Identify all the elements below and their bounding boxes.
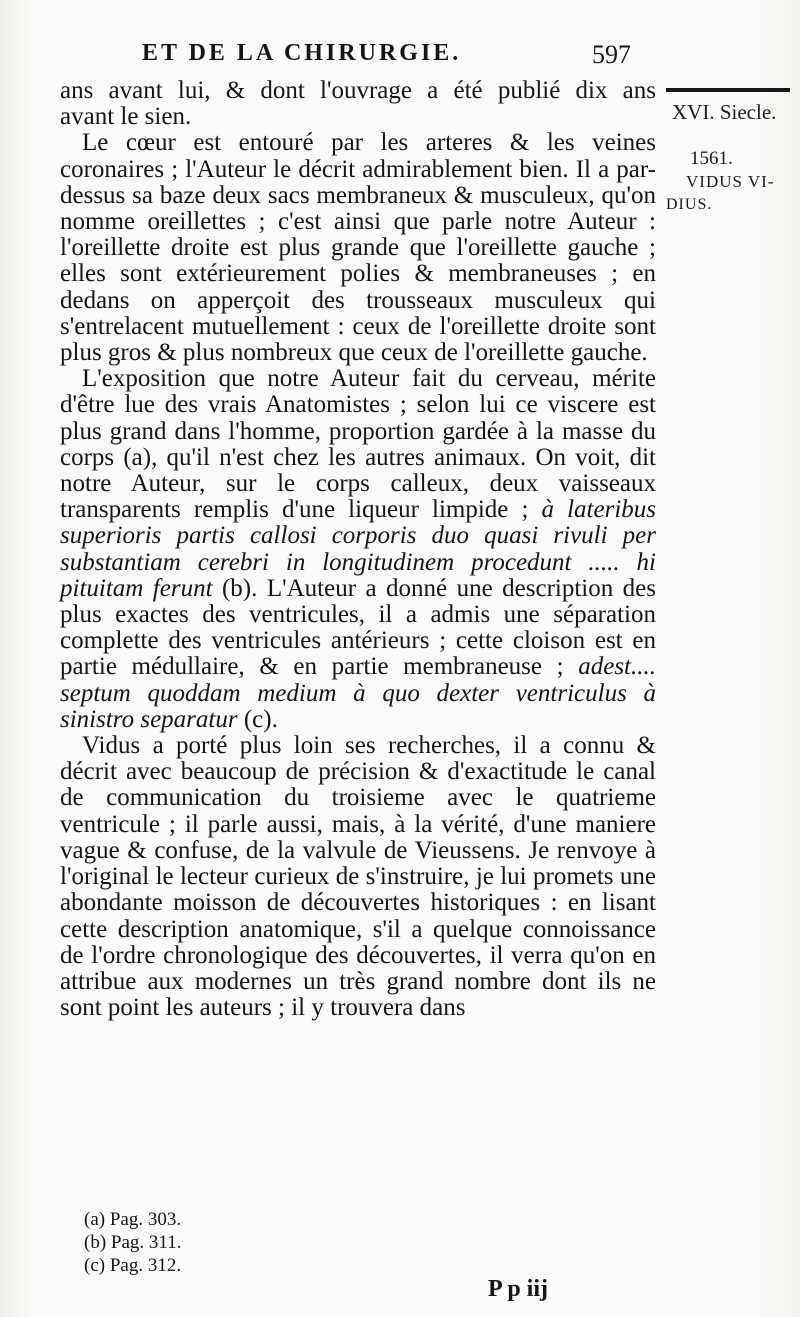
margin-note-century: XVI. Siecle. [672,100,777,124]
running-head [60,40,660,80]
margin-note-year: 1561. [690,148,733,169]
brain-text-a: L'exposition que notre Auteur fait du cerveau, mérite d'être lue des vrais Anatomistes ; selon lui ce viscere est plus grand dans l'homme, proportion gardée à la masse du corps (a), qu'il n'est chez les autres animaux. On voit, dit notre Auteur, sur le corps calleux, deux vaisseaux transparents remplis d'une liqueur limpide ; [60,365,656,524]
footnotes [84,1208,484,1277]
latin-quote-2: adest.... septum quoddam medium à quo dexter ventriculus à sinistro separatur [60,653,656,733]
brain-text-c: (c). [243,705,278,733]
paragraph-heart: Le cœur est entouré par les arteres & les veines coronaires ; l'Auteur le décrit admirablement bien. Il a par-dessus sa baze deux sacs membraneux & musculeux, qu'on nomme oreillettes ; c'est ainsi que parle notre Auteur : l'oreillette droite est plus grande que l'oreillette gauche ; elles sont extérieurement polies & membraneuses ; en dedans on apperçoit des trousseaux musculeux qui s'entrelacent mutuellement : ceux de l'oreillette droite sont plus gros & plus nombreux que ceux de l'oreillette gauche. [60,129,656,367]
running-title: ET DE LA CHIRURGIE. [142,40,462,66]
footnote-c: (c) Pag. 312. [84,1255,182,1276]
footnote-a: (a) Pag. 303. [84,1209,182,1230]
brain-text-b: (b). L'Auteur a donné une description des plus exactes des ventricules, il a admis une séparation complette des ventricules antérieurs ; cette cloison est en partie médullaire, & en partie membraneuse ; [60,574,657,681]
margin-note-author-line2: DIUS. [666,196,713,213]
paragraph-continuation-line1: ans avant lui, & dont l'ouvrage a été publié dix ans [60,77,656,104]
margin-rule [666,88,790,92]
footnote-b: (b) Pag. 311. [84,1232,182,1253]
page-number: 597 [592,40,631,69]
paragraph-continuation-line2: avant le sien. [60,103,192,131]
margin-note-author-line1: VIDUS VI- [686,172,775,191]
signature-mark: P p iij [488,1276,549,1302]
paragraph-vidus: Vidus a porté plus loin ses recherches, il a connu & décrit avec beaucoup de précision & d'exactitude le canal de communication du troisieme avec le quatrieme ventricule ; il parle aussi, mais, à la vérité, d'une maniere vague & confuse, de la valvule de Vieussens. Je renvoye à l'original le lecteur curieux de s'instruire, je lui promets une abondante moisson de découvertes historiques : en lisant cette description anatomique, s'il a quelque connoissance de l'ordre chronologique des découvertes, il verra qu'on en attribue aux modernes un très grand nombre dont ils ne sont point les auteurs ; il y trouvera dans [60,732,656,1022]
latin-quote-1: à lateribus superioris partis callosi corporis duo quasi rivuli per substantiam cerebri in longitudinem procedunt ..... hi pituitam ferunt [60,496,657,602]
main-text [60,78,656,1021]
paragraph-brain [60,366,656,733]
